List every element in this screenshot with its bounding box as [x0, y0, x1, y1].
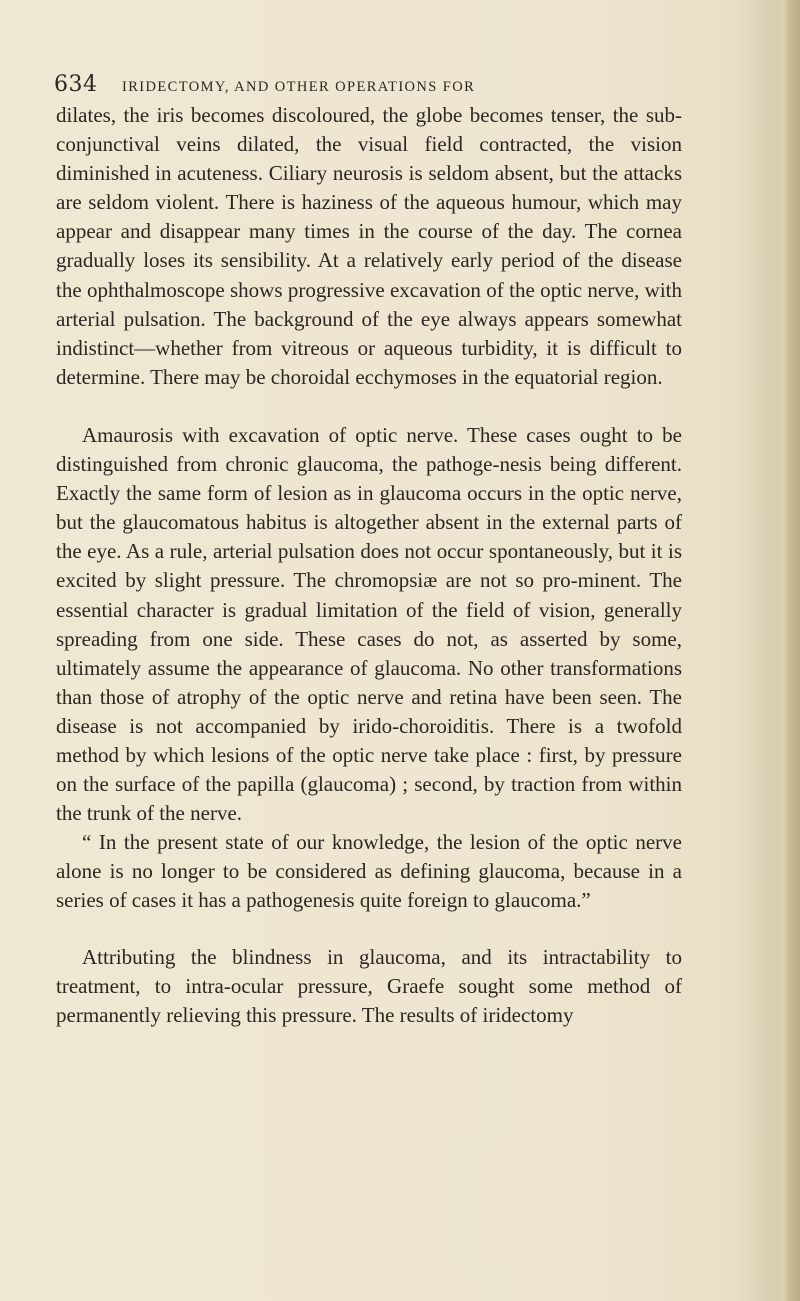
paragraph-quotation: “ In the present state of our knowledge, the lesion of the optic nerve alone is no longer to be considered as defining glaucoma, because in a series of cases it has a pathogenesis quite foreign to glaucoma.” [56, 830, 682, 913]
page-number: 634 [54, 72, 98, 97]
page-header [54, 60, 694, 100]
page-edge [782, 0, 800, 1301]
paragraph-amaurosis: Amaurosis with excavation of optic nerve. These cases ought to be distinguished from chronic glaucoma, the pathoge-nesis being different. Exactly the same form of lesion as in glaucoma occurs in the optic nerve, but the glaucomatous habitus is altogether absent in the external parts of the eye. As a rule, arterial pulsation does not occur spontaneously, but it is excited by slight pressure. The chromopsiæ are not so pro-minent. The essential character is gradual limitation of the field of vision, generally spreading from one side. These cases do not, as asserted by some, ultimately assume the appearance of glaucoma. No other transformations than those of atrophy of the optic nerve and retina have been seen. The disease is not accompanied by irido-choroiditis. There is a twofold method by which lesions of the optic nerve take place : first, by pressure on the surface of the papilla (glaucoma) ; second, by traction from within the trunk of the nerve. [56, 422, 682, 826]
paragraph-graefe: Attributing the blindness in glaucoma, and its intractability to treatment, to intra-ocular pressure, Graefe sought some method of permanently relieving this pressure. The results of iridectomy [56, 944, 682, 1027]
paragraph-glaucoma-symptoms: dilates, the iris becomes discoloured, the globe becomes tenser, the sub-conjunctival veins dilated, the visual field contracted, the vision diminished in acuteness. Ciliary neurosis is seldom absent, but the attacks are seldom violent. There is haziness of the aqueous humour, which may appear and disappear many times in the course of the day. The cornea gradually loses its sensibility. At a relatively early period of the disease the ophthalmoscope shows progressive excavation of the optic nerve, with arterial pulsation. The background of the eye always appears somewhat indistinct—whether from vitreous or aqueous turbidity, it is difficult to determine. There may be choroidal ecchymoses in the equatorial region. [56, 103, 682, 389]
running-title: IRIDECTOMY, AND OTHER OPERATIONS FOR [122, 79, 476, 95]
page-body [56, 101, 682, 1030]
